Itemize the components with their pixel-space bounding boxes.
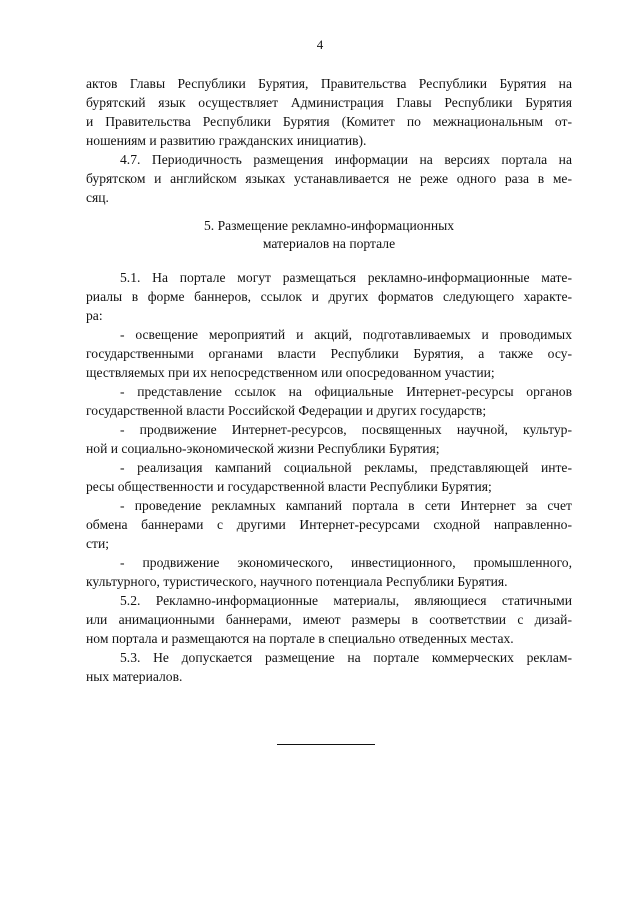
list-item-line: сти; [86,536,110,551]
list-item-line: - представление ссылок на официальные Интернет-ресурсы органов [120,384,572,399]
text-line: сяц. [86,190,109,205]
text-line: ношениям и развитию гражданских инициатив). [86,133,367,148]
list-item-line: - продвижение Интернет-ресурсов, посвященных научной, культур- [120,422,572,437]
text-line: 5.3. Не допускается размещение на портале коммерческих реклам- [120,650,572,665]
list-item-line: ной и социально-экономической жизни Республики Бурятия; [86,441,440,456]
text-line: 5.2. Рекламно-информационные материалы, являющиеся статичными [120,593,572,608]
list-item-line: - реализация кампаний социальной рекламы, представляющей инте- [120,460,572,475]
text-line: и Правительства Республики Бурятия (Комитет по межнациональным от- [86,114,572,129]
list-item-line: - освещение мероприятий и акций, подготавливаемых и проводимых [120,327,572,342]
text-line: актов Главы Республики Бурятия, Правительства Республики Бурятия на [86,76,572,91]
list-item-line: государственными органами власти Республики Бурятия, а также осу- [86,346,572,361]
end-rule [277,744,375,745]
list-item-line: - продвижение экономического, инвестиционного, промышленного, [120,555,572,570]
text-line: ра: [86,308,103,323]
text-line: ных материалов. [86,669,183,684]
list-item-line: государственной власти Российской Федерации и других государств; [86,403,487,418]
list-item-line: ществляемых при их непосредственном или опосредованном участии; [86,365,495,380]
text-line: или анимационными баннерами, имеют размеры в соответствии с дизай- [86,612,572,627]
section-heading: 5. Размещение рекламно-информационных [203,218,455,233]
text-line: бурятский язык осуществляет Администрация Главы Республики Бурятия [86,95,572,110]
list-item-line: обмена баннерами с другими Интернет-ресурсами сходной направленно- [86,517,572,532]
page-number: 4 [316,37,324,52]
text-line: риалы в форме баннеров, ссылок и других форматов следующего характе- [86,289,572,304]
section-heading: материалов на портале [262,236,396,251]
text-line: бурятском и английском языках устанавливается не реже одного раза в ме- [86,171,572,186]
list-item-line: - проведение рекламных кампаний портала в сети Интернет за счет [120,498,572,513]
text-line: 5.1. На портале могут размещаться рекламно-информационные мате- [120,270,572,285]
text-line: 4.7. Периодичность размещения информации на версиях портала на [120,152,572,167]
list-item-line: ресы общественности и государственной власти Республики Бурятия; [86,479,492,494]
list-item-line: культурного, туристического, научного потенциала Республики Бурятия. [86,574,508,589]
text-line: ном портала и размещаются на портале в специально отведенных местах. [86,631,514,646]
